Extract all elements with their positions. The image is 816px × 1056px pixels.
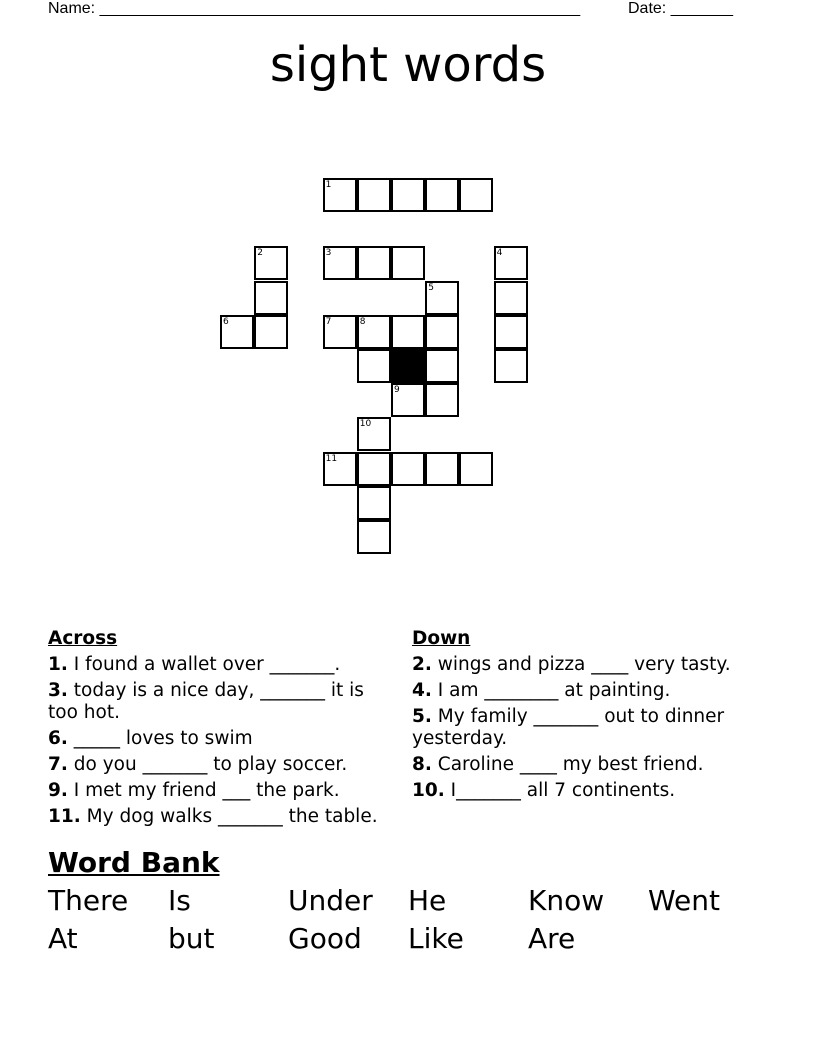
clue-number: 9 bbox=[394, 385, 400, 396]
clue-text: _____ loves to swim bbox=[67, 728, 253, 749]
clue-number: 8 bbox=[359, 316, 366, 327]
grid-cell[interactable] bbox=[357, 520, 391, 554]
grid-cell[interactable] bbox=[391, 178, 425, 212]
grid-cell[interactable] bbox=[459, 452, 493, 486]
across-clue bbox=[48, 680, 393, 724]
grid-block bbox=[391, 349, 425, 383]
grid-cell[interactable] bbox=[357, 246, 391, 280]
grid-cell[interactable] bbox=[323, 452, 357, 486]
grid-cell[interactable] bbox=[425, 178, 459, 212]
down-clue bbox=[412, 780, 762, 802]
clue-text: wings and pizza ____ very tasty. bbox=[431, 654, 731, 675]
grid-cell[interactable] bbox=[391, 315, 425, 349]
across-clue bbox=[48, 728, 393, 750]
grid-cell[interactable] bbox=[254, 315, 288, 349]
grid-cell[interactable] bbox=[357, 178, 391, 212]
clue-number: 1. bbox=[48, 654, 68, 675]
word-bank-word: There bbox=[48, 884, 129, 917]
across-clue bbox=[48, 780, 393, 802]
down-heading: Down bbox=[412, 628, 471, 649]
clue-number: 4. bbox=[412, 680, 432, 701]
across-clue bbox=[48, 806, 393, 828]
clue-number: 5 bbox=[428, 282, 434, 293]
clue-number: 5. bbox=[412, 706, 432, 727]
grid-cell[interactable] bbox=[357, 452, 391, 486]
grid-cell[interactable] bbox=[357, 349, 391, 383]
grid-cell[interactable] bbox=[323, 315, 357, 349]
down-clues bbox=[412, 628, 762, 806]
word-bank-word: Under bbox=[288, 884, 373, 917]
clue-text: I am ________ at painting. bbox=[431, 680, 671, 701]
grid-cell[interactable] bbox=[494, 246, 528, 280]
grid-cell[interactable] bbox=[391, 452, 425, 486]
word-bank-title: Word Bank bbox=[48, 846, 220, 879]
clue-number: 9. bbox=[48, 780, 68, 801]
clue-text: today is a nice day, _______ it is too hot. bbox=[48, 680, 364, 723]
across-clue bbox=[48, 754, 393, 776]
clue-number: 7 bbox=[325, 316, 332, 327]
word-bank-word: Is bbox=[168, 884, 191, 917]
clue-text: Caroline ____ my best friend. bbox=[431, 754, 704, 775]
grid-cell[interactable] bbox=[425, 383, 459, 417]
clue-number: 2. bbox=[412, 654, 432, 675]
down-clue-list bbox=[412, 654, 762, 802]
grid-cell[interactable] bbox=[494, 281, 528, 315]
clue-text: My dog walks _______ the table. bbox=[80, 806, 378, 827]
down-clue bbox=[412, 680, 762, 702]
clue-text: I found a wallet over _______. bbox=[67, 654, 341, 675]
word-bank-word: but bbox=[168, 922, 215, 955]
across-clue-list bbox=[48, 654, 393, 828]
clue-number: 11. bbox=[48, 806, 81, 827]
clue-text: My family _______ out to dinner yesterday. bbox=[412, 706, 725, 749]
grid-cell[interactable] bbox=[425, 281, 459, 315]
word-bank-word: Like bbox=[408, 922, 464, 955]
grid-cell[interactable] bbox=[494, 315, 528, 349]
clue-number: 10. bbox=[412, 780, 445, 801]
grid-cell[interactable] bbox=[425, 452, 459, 486]
grid-cell[interactable] bbox=[220, 315, 254, 349]
across-heading: Across bbox=[48, 628, 118, 649]
grid-cell[interactable] bbox=[357, 486, 391, 520]
word-bank-word: Know bbox=[528, 884, 605, 917]
clue-number: 8. bbox=[412, 754, 432, 775]
grid-cell[interactable] bbox=[357, 315, 391, 349]
grid-cell[interactable] bbox=[323, 246, 357, 280]
word-bank-word: Good bbox=[288, 922, 362, 955]
grid-cell[interactable] bbox=[425, 349, 459, 383]
clue-number: 11 bbox=[325, 453, 338, 464]
word-bank-word: Went bbox=[648, 884, 720, 917]
grid-cell[interactable] bbox=[494, 349, 528, 383]
clue-number: 6. bbox=[48, 728, 68, 749]
clue-number: 10 bbox=[359, 419, 372, 430]
across-clues bbox=[48, 628, 393, 832]
grid-cell[interactable] bbox=[323, 178, 357, 212]
name-field-label: Name: ______________________________________________________ bbox=[48, 0, 581, 17]
clue-number: 2 bbox=[257, 248, 263, 259]
clue-number: 1 bbox=[325, 180, 332, 190]
clue-text: I_______ all 7 continents. bbox=[444, 780, 676, 801]
clue-number: 3 bbox=[325, 248, 332, 259]
clue-number: 4 bbox=[496, 248, 503, 259]
down-clue bbox=[412, 706, 762, 750]
page-title: sight words bbox=[269, 37, 547, 93]
date-field-label: Date: _______ bbox=[628, 0, 733, 17]
across-clue bbox=[48, 654, 393, 676]
grid-cell[interactable] bbox=[357, 417, 391, 451]
grid-cell[interactable] bbox=[254, 281, 288, 315]
word-bank-word: He bbox=[408, 884, 447, 917]
grid-cell[interactable] bbox=[425, 315, 459, 349]
clue-number: 7. bbox=[48, 754, 68, 775]
grid-cell[interactable] bbox=[391, 246, 425, 280]
clue-text: do you _______ to play soccer. bbox=[67, 754, 348, 775]
down-clue bbox=[412, 654, 762, 676]
word-bank-word: Are bbox=[528, 922, 576, 955]
clue-number: 3. bbox=[48, 680, 68, 701]
grid-cell[interactable] bbox=[254, 246, 288, 280]
clue-text: I met my friend ___ the park. bbox=[67, 780, 340, 801]
down-clue bbox=[412, 754, 762, 776]
clue-number: 6 bbox=[223, 316, 229, 327]
grid-cell[interactable] bbox=[459, 178, 493, 212]
grid-cell[interactable] bbox=[391, 383, 425, 417]
word-bank-word: At bbox=[48, 922, 78, 955]
